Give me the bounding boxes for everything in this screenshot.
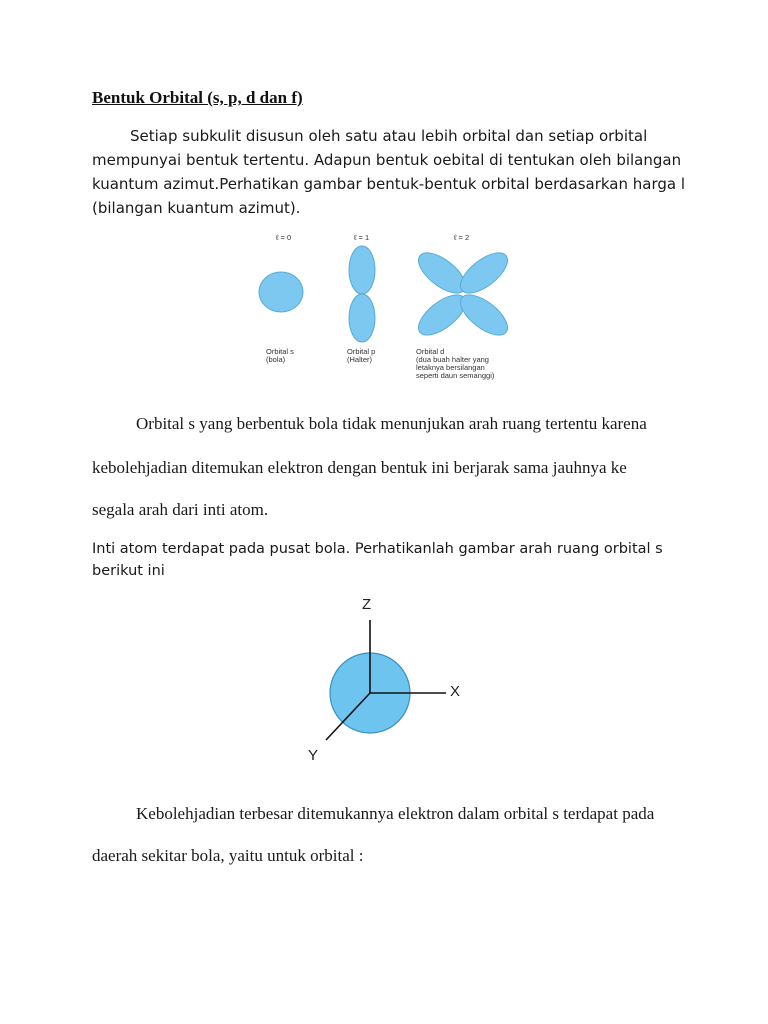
paragraph-3: Inti atom terdapat pada pusat bola. Perhatikanlah gambar arah ruang orbital s berikut ini — [92, 541, 663, 579]
section-heading: Bentuk Orbital (s, p, d dan f) — [92, 88, 303, 107]
d-orbital-lobe-1 — [412, 246, 472, 301]
s-orbital-axes-figure — [296, 592, 476, 772]
s-orbital-caption: Orbital s (bola) — [266, 347, 294, 364]
l2-label: ℓ = 2 — [454, 233, 470, 242]
intro-paragraph-text: Setiap subkulit disusun oleh satu atau lebih orbital dan setiap orbital mempunyai bentuk tertentu. Adapun bentuk oebital di tentukan oleh bilangan kuantum azimut.Perhatikan gambar bentuk-bentuk orbital berdasarkan harga l (bilangan kuantum azimut). — [92, 127, 686, 217]
s-orbital-axes-drawing — [296, 592, 476, 772]
paragraph-4-line-2: daerah sekitar bola, yaitu untuk orbital : — [92, 846, 364, 865]
l0-label: ℓ = 0 — [276, 233, 292, 242]
orbital-shapes-figure — [258, 228, 528, 386]
p-orbital-caption: Orbital p (Halter) — [347, 347, 376, 364]
d-orbital-caption: Orbital d (dua buah halter yang letaknya bersilangan seperti daun semanggi) — [416, 347, 495, 380]
s-orbital-sphere — [259, 272, 303, 312]
l1-label: ℓ = 1 — [354, 233, 370, 242]
p-orbital-lower-lobe — [349, 294, 375, 342]
p-orbital-upper-lobe — [349, 246, 375, 294]
x-axis-label: X — [450, 683, 461, 700]
paragraph-2-line-1: Orbital s yang berbentuk bola tidak menunjukan arah ruang tertentu karena — [136, 414, 647, 433]
z-axis-label: Z — [362, 596, 372, 613]
intro-paragraph — [92, 124, 702, 220]
paragraph-2-line-2: kebolehjadian ditemukan elektron dengan bentuk ini berjarak sama jauhnya ke — [92, 458, 627, 477]
paragraph-2-line-3: segala arah dari inti atom. — [92, 500, 269, 519]
d-orbital-lobe-2 — [454, 246, 514, 301]
y-axis-label: Y — [308, 747, 319, 764]
d-orbital-lobe-4 — [454, 288, 514, 343]
paragraph-4-line-1: Kebolehjadian terbesar ditemukannya elektron dalam orbital s terdapat pada — [136, 804, 655, 823]
d-orbital-lobe-3 — [412, 288, 472, 343]
